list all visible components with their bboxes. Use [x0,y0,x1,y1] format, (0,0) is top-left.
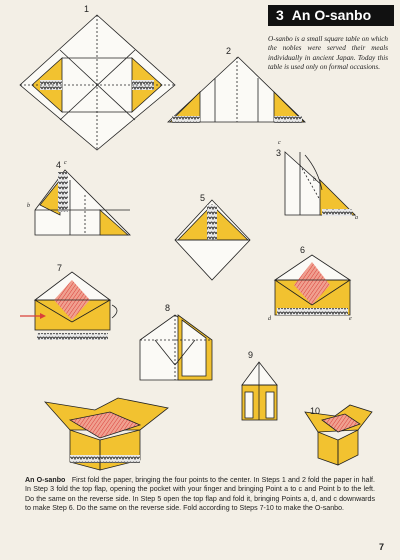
step-number-6: 6 [300,245,306,255]
point-label-a: a [355,215,358,221]
step-2-diagram [168,57,305,123]
step-number-5: 5 [200,193,206,203]
instructions-caption [25,476,375,514]
point-label-b: b [313,177,316,183]
step-1-diagram [20,15,175,150]
step-7-diagram [20,272,117,340]
step-number-7: 7 [57,263,63,273]
point-label-e: e [349,316,352,322]
step-8-diagram [140,315,212,380]
step-number-10: 10 [310,406,321,416]
page-number: 7 [378,542,384,552]
step-5-diagram [175,200,250,280]
step-number-9: 9 [248,350,254,360]
step-number-4: 4 [56,160,62,170]
step-3-diagram [285,152,355,216]
caption-lead: An O-sanbo [25,476,66,484]
step-number-3: 3 [276,148,282,158]
step-4-diagram [35,170,130,235]
point-label-c-step4: c [64,160,67,166]
step-6-diagram [275,255,350,315]
finished-o-sanbo-diagram [45,398,168,470]
step-number-8: 8 [165,303,171,313]
point-label-c: c [278,140,281,146]
point-label-b-step4: b [27,203,30,209]
point-label-d: d [268,316,271,322]
step-number-2: 2 [226,46,232,56]
title-text: An O-sanbo [291,7,372,23]
intro-text: O-sanbo is a small square table on which the nobles were served their meals individually in ancient Japan. Today this table is used only on formal occasions. [268,35,388,71]
title-number: 3 [276,7,284,23]
step-9-diagram [242,362,277,420]
caption-text: First fold the paper, bringing the four points to the center. In Steps 1 and 2 fold the paper in half. In Step 3 fold the top flap, opening the pocket with your finger and bringing Point a to c and Point b to the left. Do the same on the reverse side. In Step 5 open the top flap and fold it, bringing Points a, d, and c downwards to make Step 6. Do the same on the reverse side. Fold according to Steps 7-10 to make the O-sanbo. [25,476,375,513]
step-number-1: 1 [84,4,90,14]
